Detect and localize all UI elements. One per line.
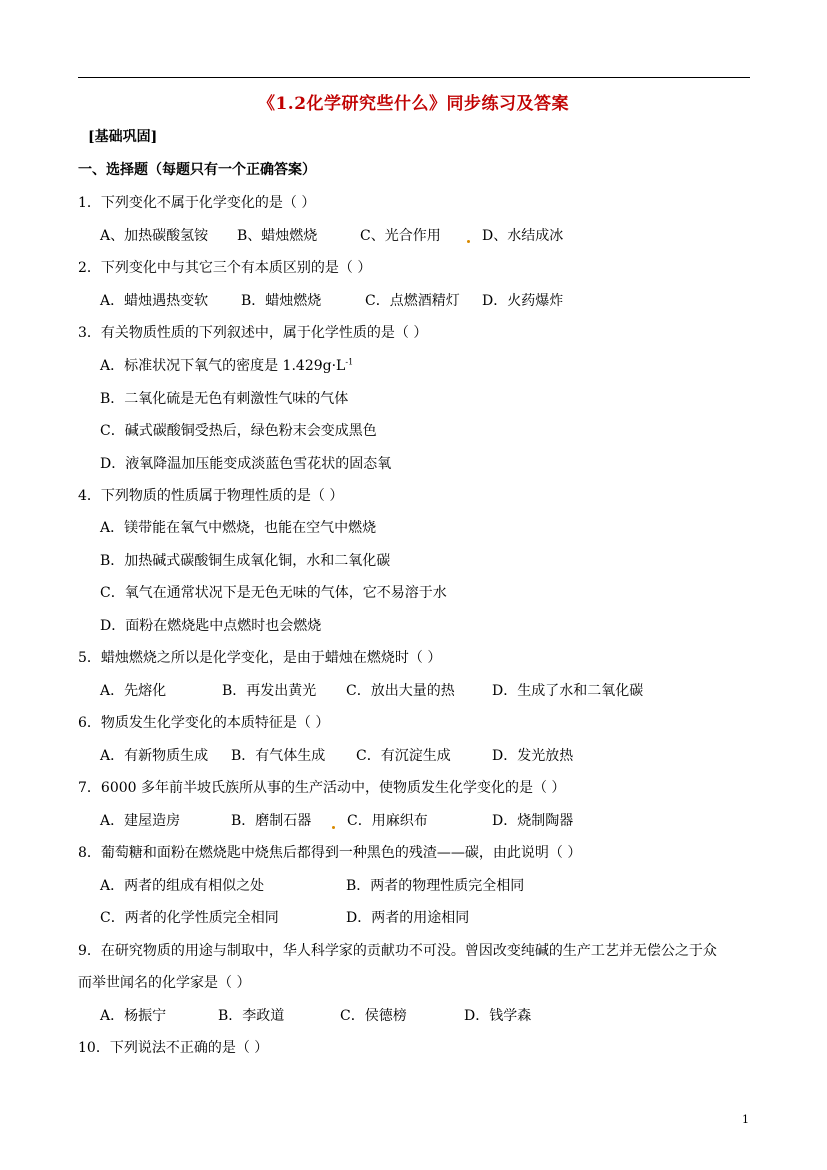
question-7-stem: 7．6000 多年前半坡氏族所从事的生产活动中，使物质发生化学变化的是（ ） <box>78 780 566 796</box>
option-b: B．磨制石器 <box>231 813 312 829</box>
question-3-option-b: B．二氧化硫是无色有刺激性气味的气体 <box>100 391 349 407</box>
question-9-stem-continued: 而举世闻名的化学家是（ ） <box>78 975 251 991</box>
option-d: D．钱学森 <box>464 1008 532 1024</box>
stray-dot-mark <box>467 240 470 243</box>
option-b: B．两者的物理性质完全相同 <box>346 878 525 894</box>
option-c: C．侯德榜 <box>340 1008 407 1024</box>
option-c: C．放出大量的热 <box>346 683 455 699</box>
option-c: C．两者的化学性质完全相同 <box>100 910 279 926</box>
option-a: A．建屋造房 <box>100 813 181 829</box>
option-a: A、加热碳酸氢铵 <box>100 228 209 244</box>
question-4-option-d: D．面粉在燃烧匙中点燃时也会燃烧 <box>100 618 322 634</box>
question-4-stem: 4．下列物质的性质属于物理性质的是（ ） <box>78 488 344 504</box>
stray-dot-mark <box>332 826 335 829</box>
option-d: D．烧制陶器 <box>492 813 574 829</box>
page-number: 1 <box>742 1113 749 1126</box>
part-heading: 一、选择题（每题只有一个正确答案） <box>78 162 316 178</box>
question-8-stem: 8．葡萄糖和面粉在燃烧匙中烧焦后都得到一种黑色的残渣——碳，由此说明（ ） <box>78 845 582 861</box>
question-10-stem: 10．下列说法不正确的是（ ） <box>78 1040 269 1056</box>
option-d: D．两者的用途相同 <box>346 910 470 926</box>
header-rule <box>78 77 750 78</box>
question-3-option-d: D．液氧降温加压能变成淡蓝色雪花状的固态氧 <box>100 456 392 472</box>
option-c: C．用麻织布 <box>347 813 428 829</box>
option-a: A．有新物质生成 <box>100 748 209 764</box>
option-c: C．有沉淀生成 <box>356 748 451 764</box>
question-1-stem: 1．下列变化不属于化学变化的是（ ） <box>78 195 316 211</box>
question-9-stem: 9．在研究物质的用途与制取中，华人科学家的贡献功不可没。曾因改变纯碱的生产工艺并无偿公之于众 <box>78 943 717 959</box>
question-4-option-a: A．镁带能在氧气中燃烧，也能在空气中燃烧 <box>100 520 377 536</box>
page-title: 《1.2化学研究些什么》同步练习及答案 <box>257 94 570 114</box>
option-d: D．生成了水和二氧化碳 <box>492 683 644 699</box>
option-a: A．先熔化 <box>100 683 167 699</box>
question-3-option-a <box>100 357 353 375</box>
question-3-stem: 3．有关物质性质的下列叙述中，属于化学性质的是（ ） <box>78 325 428 341</box>
question-5-stem: 5．蜡烛燃烧之所以是化学变化，是由于蜡烛在燃烧时（ ） <box>78 650 442 666</box>
option-b: B．李政道 <box>218 1008 285 1024</box>
option-b: B．蜡烛燃烧 <box>241 293 322 309</box>
option-a-text: A．标准状况下氧气的密度是 1.429g·L <box>100 358 346 374</box>
option-d: D．火药爆炸 <box>482 293 564 309</box>
option-b: B．再发出黄光 <box>222 683 317 699</box>
option-d: D、水结成冰 <box>482 228 564 244</box>
option-c: C、光合作用 <box>360 228 441 244</box>
option-b: B、蜡烛燃烧 <box>237 228 318 244</box>
option-c: C．点燃酒精灯 <box>365 293 460 309</box>
option-a: A．杨振宁 <box>100 1008 167 1024</box>
option-a: A．蜡烛遇热变软 <box>100 293 209 309</box>
question-4-option-c: C．氧气在通常状况下是无色无味的气体，它不易溶于水 <box>100 585 447 601</box>
question-2-stem: 2．下列变化中与其它三个有本质区别的是（ ） <box>78 260 372 276</box>
section-label: [基础巩固] <box>88 129 158 145</box>
question-4-option-b: B．加热碱式碳酸铜生成氧化铜，水和二氧化碳 <box>100 553 391 569</box>
unit-exponent: -1 <box>345 357 354 367</box>
option-a: A．两者的组成有相似之处 <box>100 878 265 894</box>
option-b: B．有气体生成 <box>231 748 326 764</box>
question-3-option-c: C．碱式碳酸铜受热后，绿色粉末会变成黑色 <box>100 423 377 439</box>
question-6-stem: 6．物质发生化学变化的本质特征是（ ） <box>78 715 330 731</box>
option-d: D．发光放热 <box>492 748 574 764</box>
